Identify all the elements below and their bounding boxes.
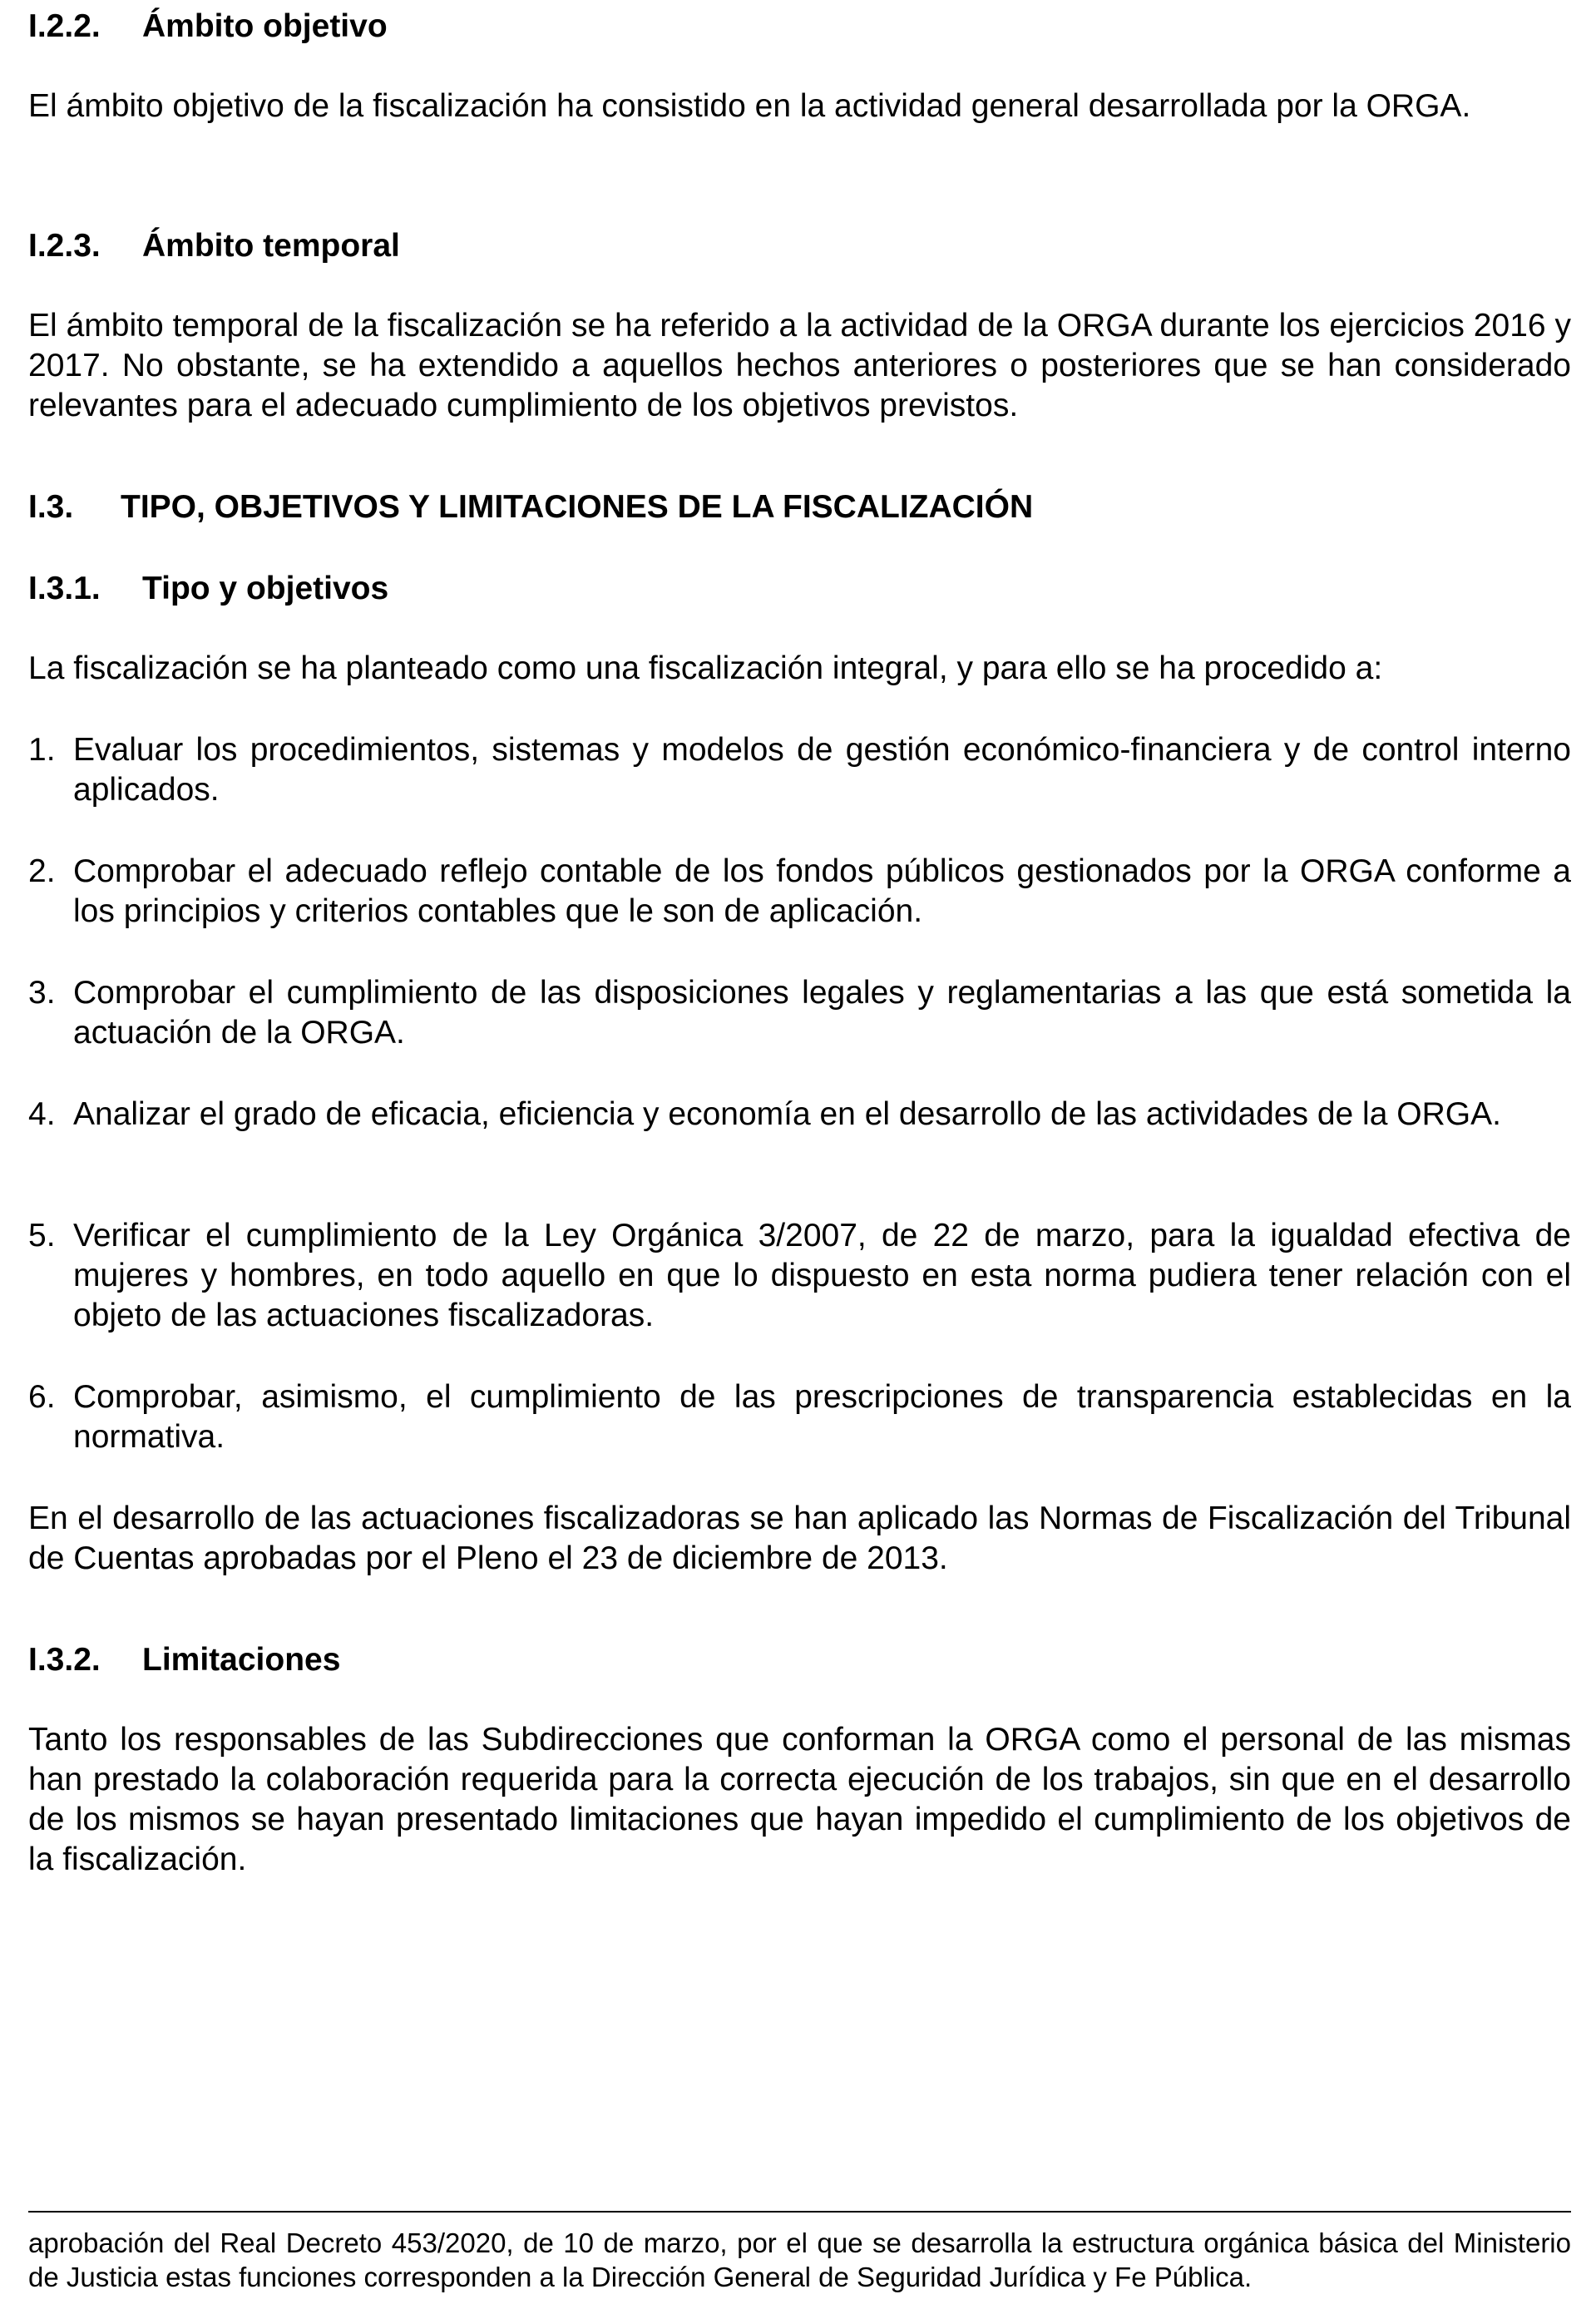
- heading-ambito-objetivo: [28, 7, 388, 47]
- section-title: Tipo y objetivos: [142, 571, 389, 606]
- section-title: Limitaciones: [142, 1642, 341, 1678]
- section-number: I.2.3.: [28, 228, 101, 264]
- paragraph-limitaciones: Tanto los responsables de las Subdirecciones que conforman la ORGA como el personal de las mismas han prestado la colaboración requerida para la correcta ejecución de los trabajos, sin que en el desarrollo de los mismos se hayan presentado limitaciones que hayan impedido el cumplimiento de los objetivos de la fiscalización.: [28, 1722, 1571, 1877]
- paragraph-ambito-temporal: El ámbito temporal de la fiscalización se ha referido a la actividad de la ORGA durante los ejercicios 2016 y 2017. No obstante, se ha extendido a aquellos hechos anteriores o posteriores que se han considerado relevantes para el adecuado cumplimiento de los objetivos previstos.: [28, 308, 1571, 423]
- section-number: I.3.: [28, 489, 74, 525]
- list-item-text: Comprobar el cumplimiento de las disposiciones legales y reglamentarias a las que está sometida la actuación de la ORGA.: [73, 975, 1571, 1051]
- heading-tipo-y-objetivos: [28, 569, 388, 609]
- heading-limitaciones: [28, 1640, 340, 1680]
- list-marker: 5.: [28, 1218, 56, 1253]
- list-item-text: Analizar el grado de eficacia, eficiencia y economía en el desarrollo de las actividades de la ORGA.: [73, 1096, 1501, 1132]
- paragraph-normas-fiscalizacion: En el desarrollo de las actuaciones fiscalizadoras se han aplicado las Normas de Fiscalización del Tribunal de Cuentas aprobadas por el Pleno el 23 de diciembre de 2013.: [28, 1501, 1571, 1576]
- section-title: Ámbito objetivo: [142, 8, 388, 44]
- list-item-text: Evaluar los procedimientos, sistemas y modelos de gestión económico-financiera y de control interno aplicados.: [73, 732, 1571, 808]
- list-marker: 6.: [28, 1379, 56, 1415]
- list-marker: 2.: [28, 853, 56, 889]
- list-item-text: Comprobar, asimismo, el cumplimiento de las prescripciones de transparencia establecidas en la normativa.: [73, 1379, 1571, 1455]
- document-page: [28, 0, 1571, 2309]
- list-item: [28, 1095, 1571, 1135]
- section-number: I.3.1.: [28, 571, 101, 606]
- list-item-text: Verificar el cumplimiento de la Ley Orgánica 3/2007, de 22 de marzo, para la igualdad efectiva de mujeres y hombres, en todo aquello en que lo dispuesto en esta norma pudiera tener relación con el objeto de las actuaciones fiscalizadoras.: [73, 1218, 1571, 1333]
- list-marker: 3.: [28, 975, 56, 1011]
- list-item-text: Comprobar el adecuado reflejo contable de los fondos públicos gestionados por la ORGA conforme a los principios y criterios contables que le son de aplicación.: [73, 853, 1571, 929]
- list-item: [28, 1216, 1571, 1336]
- list-marker: 1.: [28, 732, 56, 768]
- list-item: [28, 973, 1571, 1053]
- list-item: [28, 1377, 1571, 1457]
- list-item: [28, 852, 1571, 932]
- list-item: [28, 730, 1571, 810]
- footnote-separator: [28, 2211, 1571, 2213]
- section-title: Ámbito temporal: [142, 228, 400, 264]
- footnote-text: aprobación del Real Decreto 453/2020, de 10 de marzo, por el que se desarrolla la estructura orgánica básica del Ministerio de Justicia estas funciones corresponden a la Dirección General de Seguridad Jurídica y Fe Pública.: [28, 2227, 1571, 2292]
- section-number: I.3.2.: [28, 1642, 101, 1678]
- section-title: TIPO, OBJETIVOS Y LIMITACIONES DE LA FISCALIZACIÓN: [121, 489, 1034, 525]
- heading-ambito-temporal: [28, 226, 400, 266]
- heading-tipo-objetivos-limitaciones: [28, 487, 1033, 527]
- list-marker: 4.: [28, 1096, 56, 1132]
- section-number: I.2.2.: [28, 8, 101, 44]
- paragraph-ambito-objetivo: El ámbito objetivo de la fiscalización ha consistido en la actividad general desarrollada por la ORGA.: [28, 88, 1471, 124]
- paragraph-intro-objetivos: La fiscalización se ha planteado como una fiscalización integral, y para ello se ha procedido a:: [28, 650, 1383, 686]
